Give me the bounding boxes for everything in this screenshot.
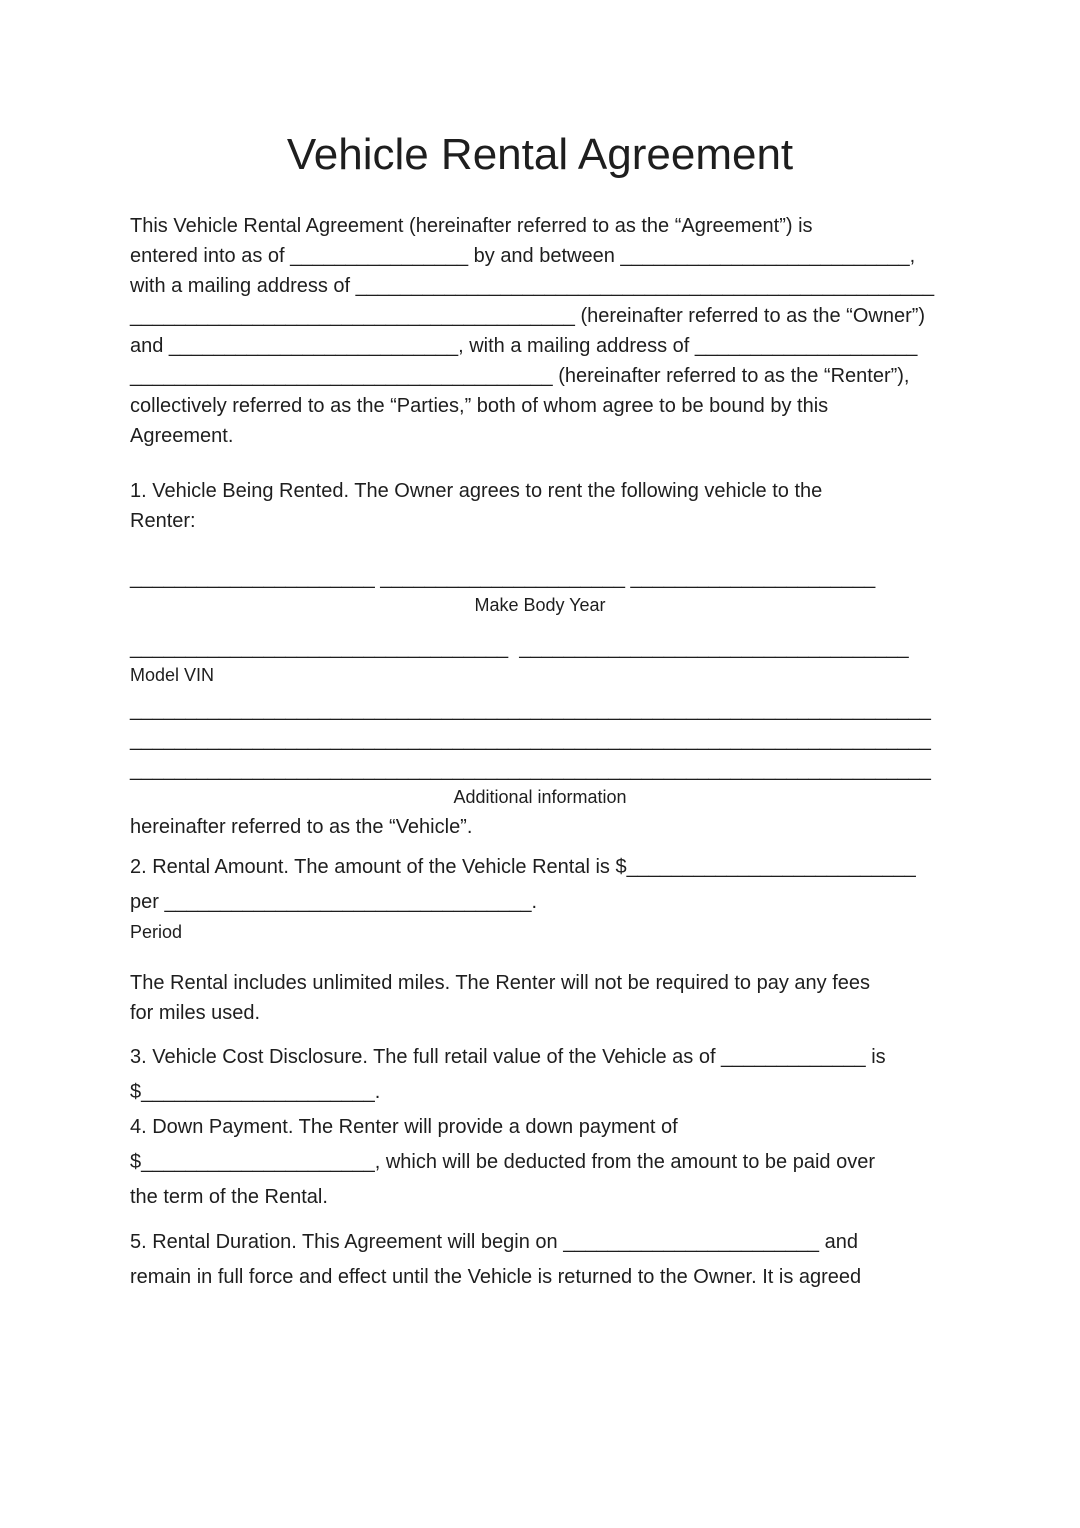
section5-line: 5. Rental Duration. This Agreement will begin on _______________________ and xyxy=(130,1231,858,1253)
make-body-year-label: Make Body Year xyxy=(474,595,606,615)
section5-line: remain in full force and effect until the Vehicle is returned to the Owner. It is agreed xyxy=(130,1266,862,1288)
intro-line: This Vehicle Rental Agreement (hereinafter referred to as the “Agreement”) is xyxy=(130,215,813,237)
section4-line: the term of the Rental. xyxy=(130,1186,328,1208)
model-vin-blanks: __________________________________ ___________________________________ xyxy=(130,637,909,659)
intro-line: ________________________________________ (hereinafter referred to as the “Owner”) xyxy=(130,305,926,327)
additional-info-blank-line: ________________________________________________________________________ xyxy=(130,759,931,781)
section3-line: 3. Vehicle Cost Disclosure. The full retail value of the Vehicle as of _____________ is xyxy=(130,1046,886,1068)
intro-line: and __________________________, with a mailing address of ____________________ xyxy=(130,335,918,357)
section1-heading-line: Renter: xyxy=(130,510,196,532)
mileage-line: for miles used. xyxy=(130,1002,261,1024)
section3-vehicle-cost-disclosure xyxy=(130,1040,950,1110)
additional-info-blank-line: ________________________________________________________________________ xyxy=(130,729,931,751)
make-body-year-field xyxy=(130,563,950,617)
intro-line: Agreement. xyxy=(130,425,234,447)
section5-rental-duration xyxy=(130,1225,950,1295)
additional-information-field xyxy=(130,695,950,809)
section4-down-payment xyxy=(130,1110,950,1215)
intro-line: collectively referred to as the “Parties,” both of whom agree to be bound by this xyxy=(130,395,829,417)
period-label: Period xyxy=(130,922,183,942)
section1-heading-line: 1. Vehicle Being Rented. The Owner agrees to rent the following vehicle to the xyxy=(130,480,823,502)
vehicle-closing-paragraph xyxy=(130,812,950,842)
section2-line: 2. Rental Amount. The amount of the Vehicle Rental is $__________________________ xyxy=(130,856,916,878)
mileage-paragraph xyxy=(130,968,950,1028)
intro-line: entered into as of ________________ by and between __________________________, xyxy=(130,245,916,267)
model-vin-label: Model VIN xyxy=(130,665,215,685)
section4-line: 4. Down Payment. The Renter will provide a down payment of xyxy=(130,1116,678,1138)
document-title: Vehicle Rental Agreement xyxy=(286,130,794,179)
additional-info-label: Additional information xyxy=(453,787,627,807)
vehicle-closing-line: hereinafter referred to as the “Vehicle”. xyxy=(130,816,473,838)
section3-line: $_____________________. xyxy=(130,1081,381,1103)
section1-vehicle-being-rented xyxy=(130,476,950,536)
make-body-year-blanks: ______________________ ______________________ ______________________ xyxy=(130,567,876,589)
section2-rental-amount xyxy=(130,850,950,944)
intro-line: ______________________________________ (hereinafter referred to as the “Renter”), xyxy=(130,365,910,387)
intro-line: with a mailing address of ____________________________________________________ xyxy=(130,275,935,297)
additional-info-blank-line: ________________________________________________________________________ xyxy=(130,699,931,721)
section4-line: $_____________________, which will be deducted from the amount to be paid over xyxy=(130,1151,875,1173)
model-vin-field xyxy=(130,633,950,687)
section2-line: per _________________________________. xyxy=(130,891,538,913)
intro-paragraph xyxy=(130,211,950,451)
mileage-line: The Rental includes unlimited miles. The Renter will not be required to pay any fees xyxy=(130,972,871,994)
